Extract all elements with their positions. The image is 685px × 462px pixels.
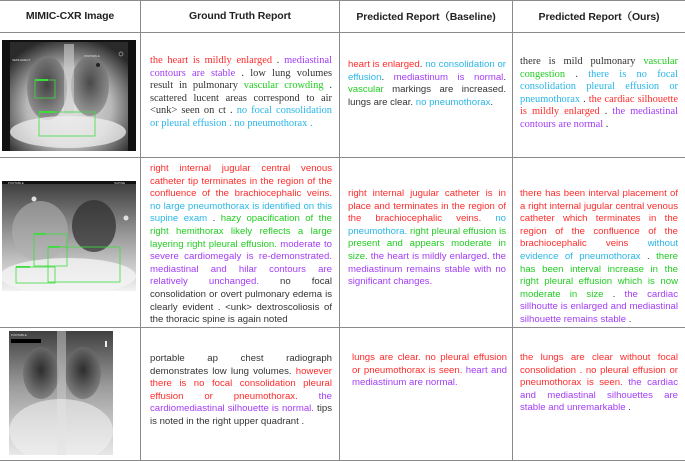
report-segment-green: vascular crowding bbox=[243, 80, 324, 92]
header-ground-truth: Ground Truth Report bbox=[189, 10, 291, 22]
row3-baseline bbox=[352, 352, 507, 390]
report-segment-purple: the cardiac and mediastinal silhouettes are stable and unremarkable bbox=[520, 377, 678, 414]
report-segment-green: vascular congestion bbox=[520, 56, 678, 80]
row-divider bbox=[0, 327, 685, 328]
report-segment-black: . bbox=[626, 313, 632, 325]
row1-baseline bbox=[348, 59, 506, 109]
report-segment-red: however there is no focal consolidation pleural effusion or pneumothorax. bbox=[150, 365, 332, 402]
report-segment-green: there has been interval increase in the right pleural effusion which is now moderate in size bbox=[520, 250, 678, 300]
report-segment-black: . bbox=[603, 118, 609, 130]
report-segment-black: tips is noted in the right upper quadrant . bbox=[150, 403, 332, 427]
bbox-label bbox=[35, 79, 48, 81]
column-divider bbox=[339, 0, 340, 461]
report-segment-red: lungs are clear. no pleural effusion or pneumothorax is seen. bbox=[352, 352, 507, 376]
report-segment-cyan: no pneumothorax bbox=[415, 96, 491, 108]
report-segment-purple: the cardiomediastinal silhouette is normal. bbox=[150, 390, 332, 415]
report-segment-black: . bbox=[381, 71, 394, 83]
report-segment-purple: heart and mediastinum are normal. bbox=[352, 364, 507, 389]
report-segment-black: . bbox=[603, 288, 625, 300]
report-segment-red: the heart is mildly enlarged bbox=[150, 55, 273, 66]
report-segment-black: . bbox=[503, 71, 506, 83]
report-segment-purple: mediastinum is normal bbox=[393, 71, 504, 83]
report-segment-red: right internal jugular catheter is in place and terminates in the region of the brachiocephalic veins. bbox=[348, 188, 506, 225]
xray-image-2 bbox=[2, 181, 136, 291]
table-bottom-border bbox=[0, 460, 685, 461]
report-segment-purple: the mediastinal contours are normal bbox=[520, 106, 678, 130]
header-divider bbox=[0, 32, 685, 33]
xray-label-left: PORTABLE bbox=[8, 181, 24, 185]
report-segment-black: . bbox=[599, 106, 613, 118]
report-segment-green: vascular bbox=[348, 84, 384, 96]
report-segment-black: . bbox=[272, 55, 285, 66]
row-divider bbox=[0, 157, 685, 158]
report-segment-black: there is mild pulmonary bbox=[520, 56, 644, 67]
report-segment-cyan: no large pneumothorax is identified on this supine exam bbox=[150, 200, 332, 225]
xray-label-right: PORTABLE bbox=[84, 54, 100, 58]
report-segment-black: . bbox=[207, 213, 221, 225]
report-segment-cyan: without evidence of pneumothorax bbox=[520, 238, 678, 262]
report-segment-black: . bbox=[640, 250, 657, 262]
xray-image-1 bbox=[2, 40, 136, 151]
report-segment-black: markings are increased. lungs are clear. bbox=[348, 84, 506, 108]
report-segment-black: . bbox=[419, 59, 426, 70]
xray-image-3 bbox=[9, 331, 113, 455]
report-segment-cyan: there is no focal consolidation pleural effusion or pneumothorax bbox=[520, 68, 678, 105]
row3-ours bbox=[520, 352, 678, 415]
report-segment-black bbox=[298, 391, 319, 402]
report-segment-black: . bbox=[625, 402, 631, 414]
report-segment-black: . bbox=[580, 93, 589, 105]
report-segment-black: . scattered lucent areas correspond to air <unk> seen on ct . bbox=[150, 80, 332, 117]
row2-baseline bbox=[348, 188, 506, 289]
report-segment-green: hazy opacification of the right hemithorax likely reflects a large layering right pleural effusion. bbox=[150, 213, 332, 250]
header-image: MIMIC-CXR Image bbox=[25, 10, 115, 22]
row1-ours bbox=[520, 56, 678, 132]
report-segment-cyan: no focal consolidation or pleural effusion . no pneumothorax . bbox=[150, 105, 332, 129]
report-segment-purple: mediastinal contours are stable bbox=[150, 55, 332, 79]
report-segment-black: portable ap chest radiograph demonstrates low lung volumes. bbox=[150, 353, 332, 377]
report-segment-purple: the heart is mildly enlarged. the mediastinum remains stable with no significant changes. bbox=[348, 250, 506, 288]
row2-ours bbox=[520, 188, 678, 327]
xray-label-left: SEMI-ERECT bbox=[12, 58, 31, 62]
report-segment-red: the lungs are clear without focal consolidation . no pleural effusion or pneumothorax is seen. bbox=[520, 352, 678, 389]
report-segment-black: no focal consolidation or overt pulmonary edema is clearly evident . <unk> dextroscoliosis of the thoracic spine is again noted bbox=[150, 276, 332, 326]
report-segment-purple: moderate to severe cardiomegaly is re-demonstrated. mediastinal and hilar contours are relatively unchanged. bbox=[150, 238, 332, 288]
report-segment-red: there has been interval placement of a right internal jugular central venous catheter which terminates in the region of the confluence of the brachiocephalic veins bbox=[520, 188, 678, 250]
column-divider bbox=[512, 0, 513, 461]
report-segment-red: the cardiac silhouette is mildly enlarged bbox=[520, 93, 678, 118]
report-segment-black: . bbox=[565, 68, 589, 80]
column-divider bbox=[140, 0, 141, 461]
report-segment-cyan: no consolidation or effusion bbox=[348, 59, 506, 83]
report-segment-black: . low lung volumes result in pulmonary bbox=[150, 67, 332, 92]
header-ours: Predicted Report（Ours) bbox=[538, 10, 660, 23]
header-baseline: Predicted Report（Baseline) bbox=[356, 10, 496, 23]
xray-label-left: PORTABLE bbox=[11, 333, 27, 337]
bbox-label bbox=[39, 111, 55, 113]
report-segment-black: . bbox=[490, 96, 494, 108]
report-segment-green: right pleural effusion is present and appears moderate in size. bbox=[348, 225, 506, 262]
report-segment-red: right internal jugular central venous catheter tip terminates in the region of the confluence of the brachiocephalic veins. bbox=[150, 163, 332, 200]
row1-ground-truth bbox=[150, 55, 332, 131]
xray-label-right: SUPINE bbox=[114, 181, 126, 185]
bbox-label bbox=[16, 266, 30, 268]
row3-ground-truth bbox=[150, 353, 332, 429]
report-segment-purple: the cardiac sillhoutte is enlarged and mediastinal silhouette remains stable bbox=[520, 288, 678, 325]
row2-ground-truth bbox=[150, 163, 332, 327]
bbox-label bbox=[34, 233, 46, 235]
bbox-label bbox=[48, 246, 60, 248]
report-segment-cyan: no pneumothora. bbox=[348, 213, 506, 237]
report-segment-red: heart is enlarged bbox=[348, 59, 420, 70]
